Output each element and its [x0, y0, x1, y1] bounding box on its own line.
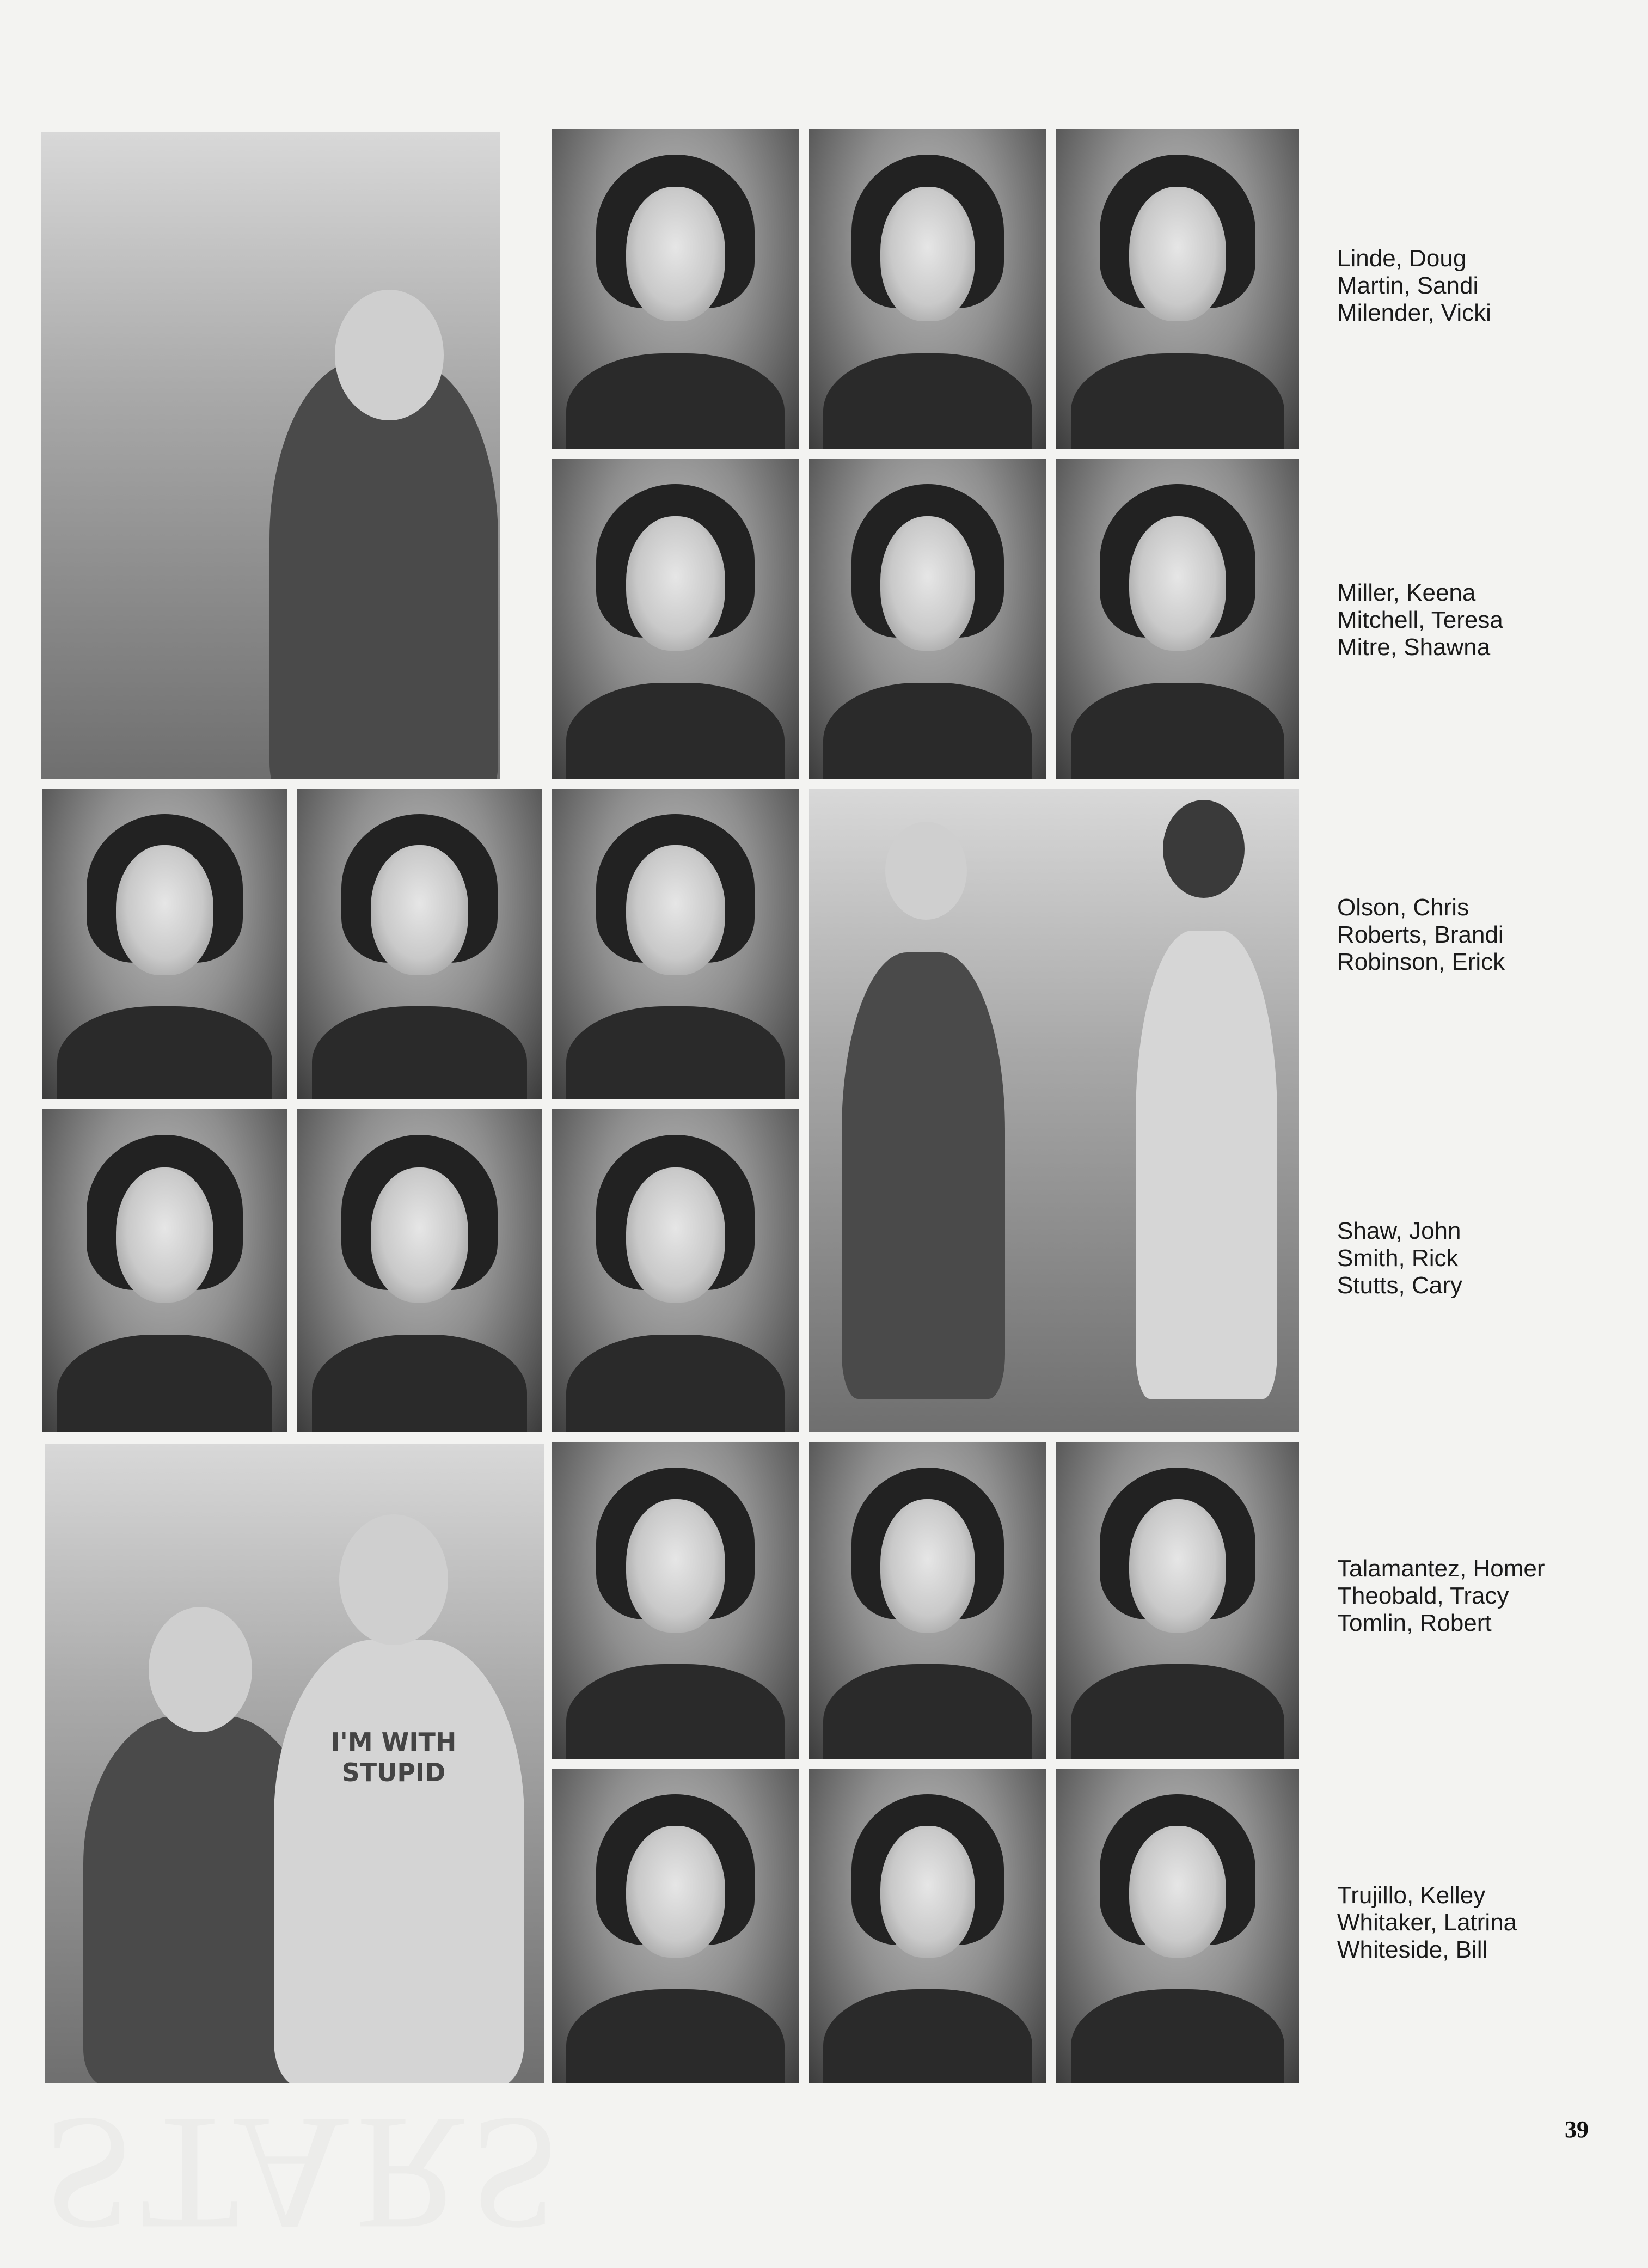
names-group-3	[1337, 894, 1620, 976]
names-group-2	[1337, 579, 1620, 661]
student-name: Martin, Sandi	[1337, 272, 1479, 299]
student-name: Mitre, Shawna	[1337, 634, 1491, 661]
portrait-miller-keena	[552, 459, 799, 779]
portrait-shaw-john	[42, 1109, 287, 1432]
portrait-whiteside-bill	[1056, 1769, 1299, 2083]
student-name: Mitchell, Teresa	[1337, 607, 1503, 633]
student-name: Milender, Vicki	[1337, 299, 1491, 326]
names-group-4	[1337, 1218, 1620, 1299]
portrait-milender-vicki	[1056, 129, 1299, 449]
portrait-roberts-brandi	[297, 789, 542, 1099]
portrait-theobald-tracy	[809, 1442, 1046, 1759]
student-name: Stutts, Cary	[1337, 1272, 1462, 1299]
student-name: Robinson, Erick	[1337, 949, 1505, 975]
portrait-robinson-erick	[552, 789, 799, 1099]
portrait-stutts-cary	[552, 1109, 799, 1432]
student-name: Whitaker, Latrina	[1337, 1909, 1517, 1936]
names-group-6	[1337, 1882, 1620, 1964]
portrait-mitchell-teresa	[809, 459, 1046, 779]
student-name: Smith, Rick	[1337, 1245, 1459, 1271]
student-name: Whiteside, Bill	[1337, 1936, 1488, 1963]
shirt-text: I'M WITH STUPID	[330, 1727, 457, 1787]
portrait-olson-chris	[42, 789, 287, 1099]
portrait-martin-sandi	[809, 129, 1046, 449]
student-name: Shaw, John	[1337, 1218, 1461, 1244]
student-name: Linde, Doug	[1337, 245, 1467, 272]
student-name: Roberts, Brandi	[1337, 921, 1504, 948]
candid-photo-two-men	[809, 789, 1299, 1432]
portrait-talamantez-homer	[552, 1442, 799, 1759]
student-name: Trujillo, Kelley	[1337, 1882, 1486, 1909]
names-group-1	[1337, 245, 1620, 327]
student-name: Talamantez, Homer	[1337, 1555, 1545, 1582]
watermark-stars: STARS	[44, 2084, 566, 2265]
portrait-whitaker-latrina	[809, 1769, 1046, 2083]
candid-photo-couple	[45, 1444, 544, 2083]
student-name: Miller, Keena	[1337, 579, 1476, 606]
portrait-smith-rick	[297, 1109, 542, 1432]
page-number: 39	[1565, 2116, 1589, 2143]
portrait-linde-doug	[552, 129, 799, 449]
student-name: Tomlin, Robert	[1337, 1610, 1492, 1636]
portrait-mitre-shawna	[1056, 459, 1299, 779]
student-name: Olson, Chris	[1337, 894, 1469, 921]
portrait-tomlin-robert	[1056, 1442, 1299, 1759]
portrait-trujillo-kelley	[552, 1769, 799, 2083]
candid-photo-girl	[41, 132, 500, 779]
names-group-5	[1337, 1555, 1620, 1637]
student-name: Theobald, Tracy	[1337, 1582, 1509, 1609]
